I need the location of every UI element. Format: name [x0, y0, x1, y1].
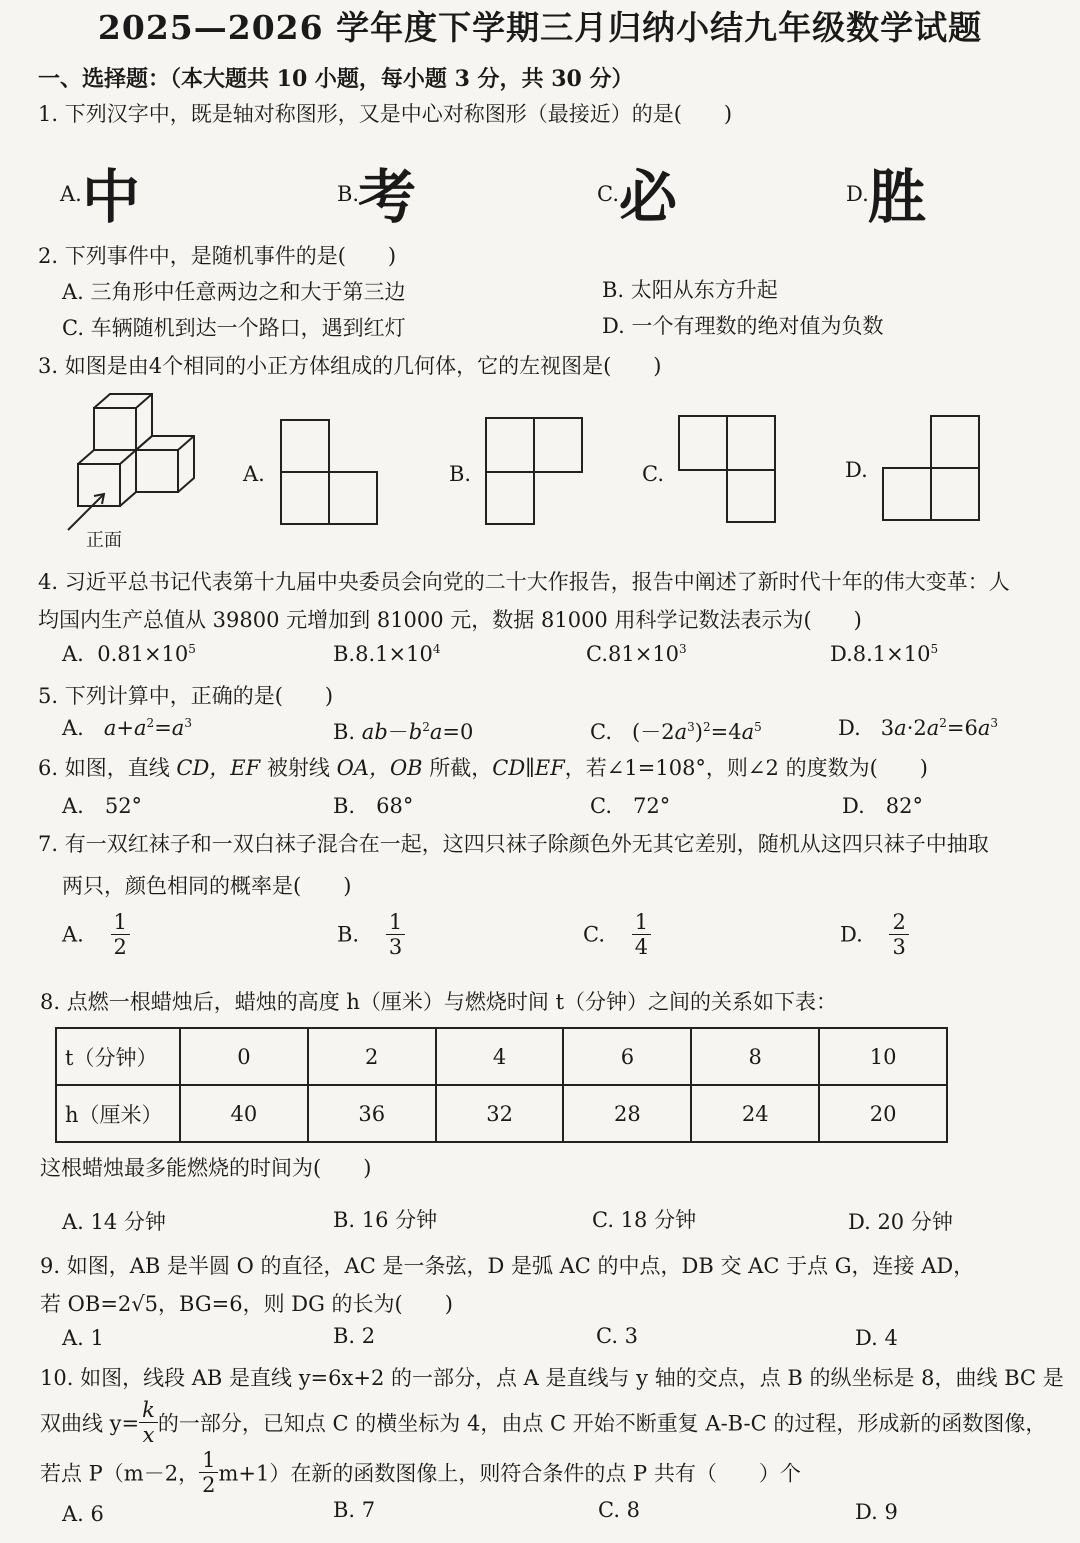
q3-option-c-label: C. — [642, 462, 664, 486]
q9-option-a: A. 1 — [62, 1326, 104, 1350]
q7-line2: 两只，颜色相同的概率是( ) — [62, 874, 352, 898]
q7-option-a-fraction — [111, 910, 130, 959]
q8-table-h-cell: 40 — [180, 1085, 308, 1142]
q6-stem-mid2: 所截， — [422, 756, 493, 780]
q9-line2: 若 OB=2√5，BG=6，则 DG 的长为( ) — [40, 1292, 453, 1316]
q10-line3-num: 1 — [199, 1448, 218, 1473]
q4-option-d — [830, 642, 938, 666]
q3-stem: 3. 如图是由4个相同的小正方体组成的几何体，它的左视图是( ) — [38, 354, 662, 378]
q10-line2-den: x — [142, 1423, 155, 1448]
q6-option-a: A. 52° — [62, 794, 143, 818]
q8-table-h-cell: 28 — [563, 1085, 691, 1142]
q8-question: 这根蜡烛最多能燃烧的时间为( ) — [40, 1156, 372, 1180]
q4-option-c-exp: 3 — [679, 642, 687, 656]
q2-option-a: A. 三角形中任意两边之和大于第三边 — [62, 280, 406, 304]
q7-option-a-num: 1 — [111, 910, 130, 935]
q10-line3-pre: 若点 P（m－2， — [40, 1461, 200, 1486]
q4-line1: 4. 习近平总书记代表第十九届中央委员会向党的二十大作报告，报告中阐述了新时代十年的伟大变革：人 — [38, 570, 1010, 594]
q9-option-d: D. 4 — [855, 1326, 898, 1350]
q5-option-a-label: A. — [62, 716, 84, 740]
q1-option-d-char: 胜 — [868, 163, 927, 231]
q5-option-d-label: D. — [838, 716, 861, 740]
q9-line1: 9. 如图，AB 是半圆 O 的直径，AC 是一条弦，D 是弧 AC 的中点，DB 交 AC 于点 G，连接 AD， — [40, 1254, 975, 1278]
q8-table-h-cell: 32 — [436, 1085, 564, 1142]
q10-line2 — [40, 1398, 1046, 1447]
q10-line3-post: m+1）在新的函数图像上，则符合条件的点 P 共有（ ）个 — [218, 1461, 801, 1486]
q6-rays: OA，OB — [336, 756, 423, 780]
q5-option-c: C. $(-2a^3)^2=4a^5$ — [590, 720, 762, 744]
q4-option-c — [586, 642, 687, 666]
table-row — [56, 1028, 947, 1085]
q7-option-b-den: 3 — [388, 935, 403, 960]
q5-stem: 5. 下列计算中，正确的是( ) — [38, 684, 334, 708]
q7-option-a-label: A. — [62, 922, 84, 947]
q8-option-a: A. 14 分钟 — [62, 1210, 166, 1234]
q3-option-d-view — [881, 414, 983, 522]
q8-table-t-cell: 0 — [180, 1028, 308, 1085]
q9-option-b: B. 2 — [333, 1324, 376, 1348]
q9-option-c: C. 3 — [596, 1324, 639, 1348]
q8-option-b: B. 16 分钟 — [333, 1208, 438, 1232]
q2-option-d: D. 一个有理数的绝对值为负数 — [602, 314, 884, 338]
q1-option-b-label: B. — [337, 182, 360, 206]
q7-option-d-label: D. — [840, 922, 863, 947]
q2-option-b: B. 太阳从东方升起 — [602, 278, 778, 302]
q7-option-c — [583, 910, 651, 959]
q8-option-c: C. 18 分钟 — [592, 1208, 697, 1232]
q4-option-b — [333, 642, 440, 666]
q4-option-a — [62, 642, 196, 666]
q10-line2-num: k — [139, 1398, 158, 1423]
q10-option-c: C. 8 — [598, 1498, 641, 1522]
q10-line2-pre: 双曲线 y= — [40, 1411, 140, 1436]
q7-option-a — [62, 910, 130, 959]
q7-option-a-den: 2 — [113, 935, 127, 960]
q6-stem-mid1: 被射线 — [260, 756, 337, 780]
q7-option-c-den: 4 — [634, 935, 649, 960]
q4-option-a-base: 0.81×10 — [97, 642, 189, 666]
q4-option-c-base: 81×10 — [608, 642, 680, 666]
q10-line2-fraction — [139, 1398, 158, 1447]
q8-table-h-cell: 20 — [819, 1085, 947, 1142]
q7-option-b-num: 1 — [386, 910, 405, 935]
q8-table-t-cell: 10 — [819, 1028, 947, 1085]
q4-option-d-base: 8.1×10 — [852, 642, 931, 666]
q4-option-d-exp: 5 — [930, 642, 939, 656]
q7-option-d-num: 2 — [889, 910, 908, 935]
q4-option-b-base: 8.1×10 — [355, 642, 433, 666]
q1-option-a-char: 中 — [82, 163, 141, 231]
q4-option-c-label: C. — [586, 642, 608, 666]
q7-option-c-num: 1 — [632, 910, 651, 935]
q8-table-t-cell: 8 — [691, 1028, 819, 1085]
q6-option-d: D. 82° — [842, 794, 923, 818]
q6-stem — [38, 752, 928, 782]
q10-option-b: B. 7 — [333, 1498, 376, 1522]
q7-option-b — [337, 910, 405, 959]
q2-option-c: C. 车辆随机到达一个路口，遇到红灯 — [62, 316, 406, 340]
q1-option-a-label: A. — [60, 182, 82, 206]
q7-option-d-den: 3 — [892, 935, 906, 960]
q3-option-d-label: D. — [845, 458, 868, 482]
q3-front-label: 正面 — [86, 530, 122, 551]
table-row — [56, 1085, 947, 1142]
q10-option-a: A. 6 — [62, 1502, 104, 1526]
q8-option-d: D. 20 分钟 — [848, 1210, 953, 1234]
q1-option-b-char: 考 — [358, 163, 417, 231]
q7-line1: 7. 有一双红袜子和一双白袜子混合在一起，这四只袜子除颜色外无其它差别，随机从这四只袜子中抽取 — [38, 832, 989, 856]
q6-lines: CD，EF — [176, 756, 261, 780]
q8-table-t-cell: 4 — [436, 1028, 564, 1085]
q6-parallel: CD∥EF — [492, 756, 565, 780]
q1-stem: 1. 下列汉字中，既是轴对称图形，又是中心对称图形（最接近）的是( ) — [38, 102, 733, 126]
q1-option-c-label: C. — [597, 182, 619, 206]
q8-table — [55, 1027, 948, 1143]
q7-option-c-fraction — [632, 910, 651, 959]
q7-option-b-label: B. — [337, 922, 360, 947]
page-title: 2025—2026 学年度下学期三月归纳小结九年级数学试题 — [97, 8, 983, 47]
q8-table-t-header: t（分钟） — [56, 1028, 180, 1085]
q4-option-b-exp: 4 — [432, 642, 441, 656]
q8-table-h-cell: 36 — [308, 1085, 436, 1142]
section-heading: 一、选择题：（本大题共 10 小题，每小题 3 分，共 30 分） — [38, 66, 634, 92]
q3-option-a-view — [279, 418, 381, 526]
q7-option-d — [840, 910, 909, 959]
q8-table-h-header: h（厘米） — [56, 1085, 180, 1142]
q3-option-c-view — [677, 414, 779, 526]
q7-option-d-fraction — [889, 910, 908, 959]
q10-line3 — [40, 1448, 801, 1497]
q10-option-d: D. 9 — [855, 1500, 898, 1524]
q4-option-b-label: B. — [333, 642, 356, 666]
q3-option-a-label: A. — [243, 462, 265, 486]
q3-option-b-view — [484, 416, 586, 526]
q5-option-b-label: B. — [333, 720, 356, 744]
q4-option-d-label: D. — [830, 642, 853, 666]
q5-option-c-label: C. — [590, 720, 612, 744]
q4-option-a-label: A. — [62, 642, 84, 666]
q8-table-t-cell: 6 — [563, 1028, 691, 1085]
q5-option-b: B. $ab-b^2a=0$ — [333, 720, 474, 744]
q7-option-b-fraction — [386, 910, 405, 959]
q1-option-d-label: D. — [846, 182, 869, 206]
q10-line1: 10. 如图，线段 AB 是直线 y=6x+2 的一部分，点 A 是直线与 y 轴的交点，点 B 的纵坐标是 8，曲线 BC 是 — [40, 1366, 1064, 1390]
q10-line3-fraction — [199, 1448, 218, 1497]
q8-table-h-cell: 24 — [691, 1085, 819, 1142]
q4-line2: 均国内生产总值从 39800 元增加到 81000 元，数据 81000 用科学记数法表示为( ) — [38, 608, 862, 632]
q6-stem-post: ，若∠1=108°，则∠2 的度数为( ) — [564, 756, 928, 780]
q4-option-a-exp: 5 — [188, 642, 196, 656]
q5-option-a: A. $a+a^2=a^3$ — [62, 716, 192, 740]
q6-option-b: B. 68° — [333, 794, 414, 818]
q2-stem: 2. 下列事件中，是随机事件的是( ) — [38, 244, 397, 268]
q8-stem: 8. 点燃一根蜡烛后，蜡烛的高度 h（厘米）与燃烧时间 t（分钟）之间的关系如下表： — [40, 990, 838, 1014]
q10-line2-post: 的一部分，已知点 C 的横坐标为 4，由点 C 开始不断重复 A-B-C 的过程，形成新的函数图像， — [157, 1411, 1047, 1436]
q1-option-c-char: 必 — [619, 163, 678, 231]
q3-option-b-label: B. — [449, 462, 472, 486]
q7-option-c-label: C. — [583, 922, 605, 947]
q5-option-d: D. $3a\cdot 2a^2=6a^3$ — [838, 716, 999, 740]
q6-stem-pre: 6. 如图，直线 — [38, 756, 177, 780]
q10-line3-den: 2 — [202, 1473, 216, 1498]
q6-option-c: C. 72° — [590, 794, 671, 818]
q3-solid-figure — [60, 390, 210, 545]
q8-table-t-cell: 2 — [308, 1028, 436, 1085]
